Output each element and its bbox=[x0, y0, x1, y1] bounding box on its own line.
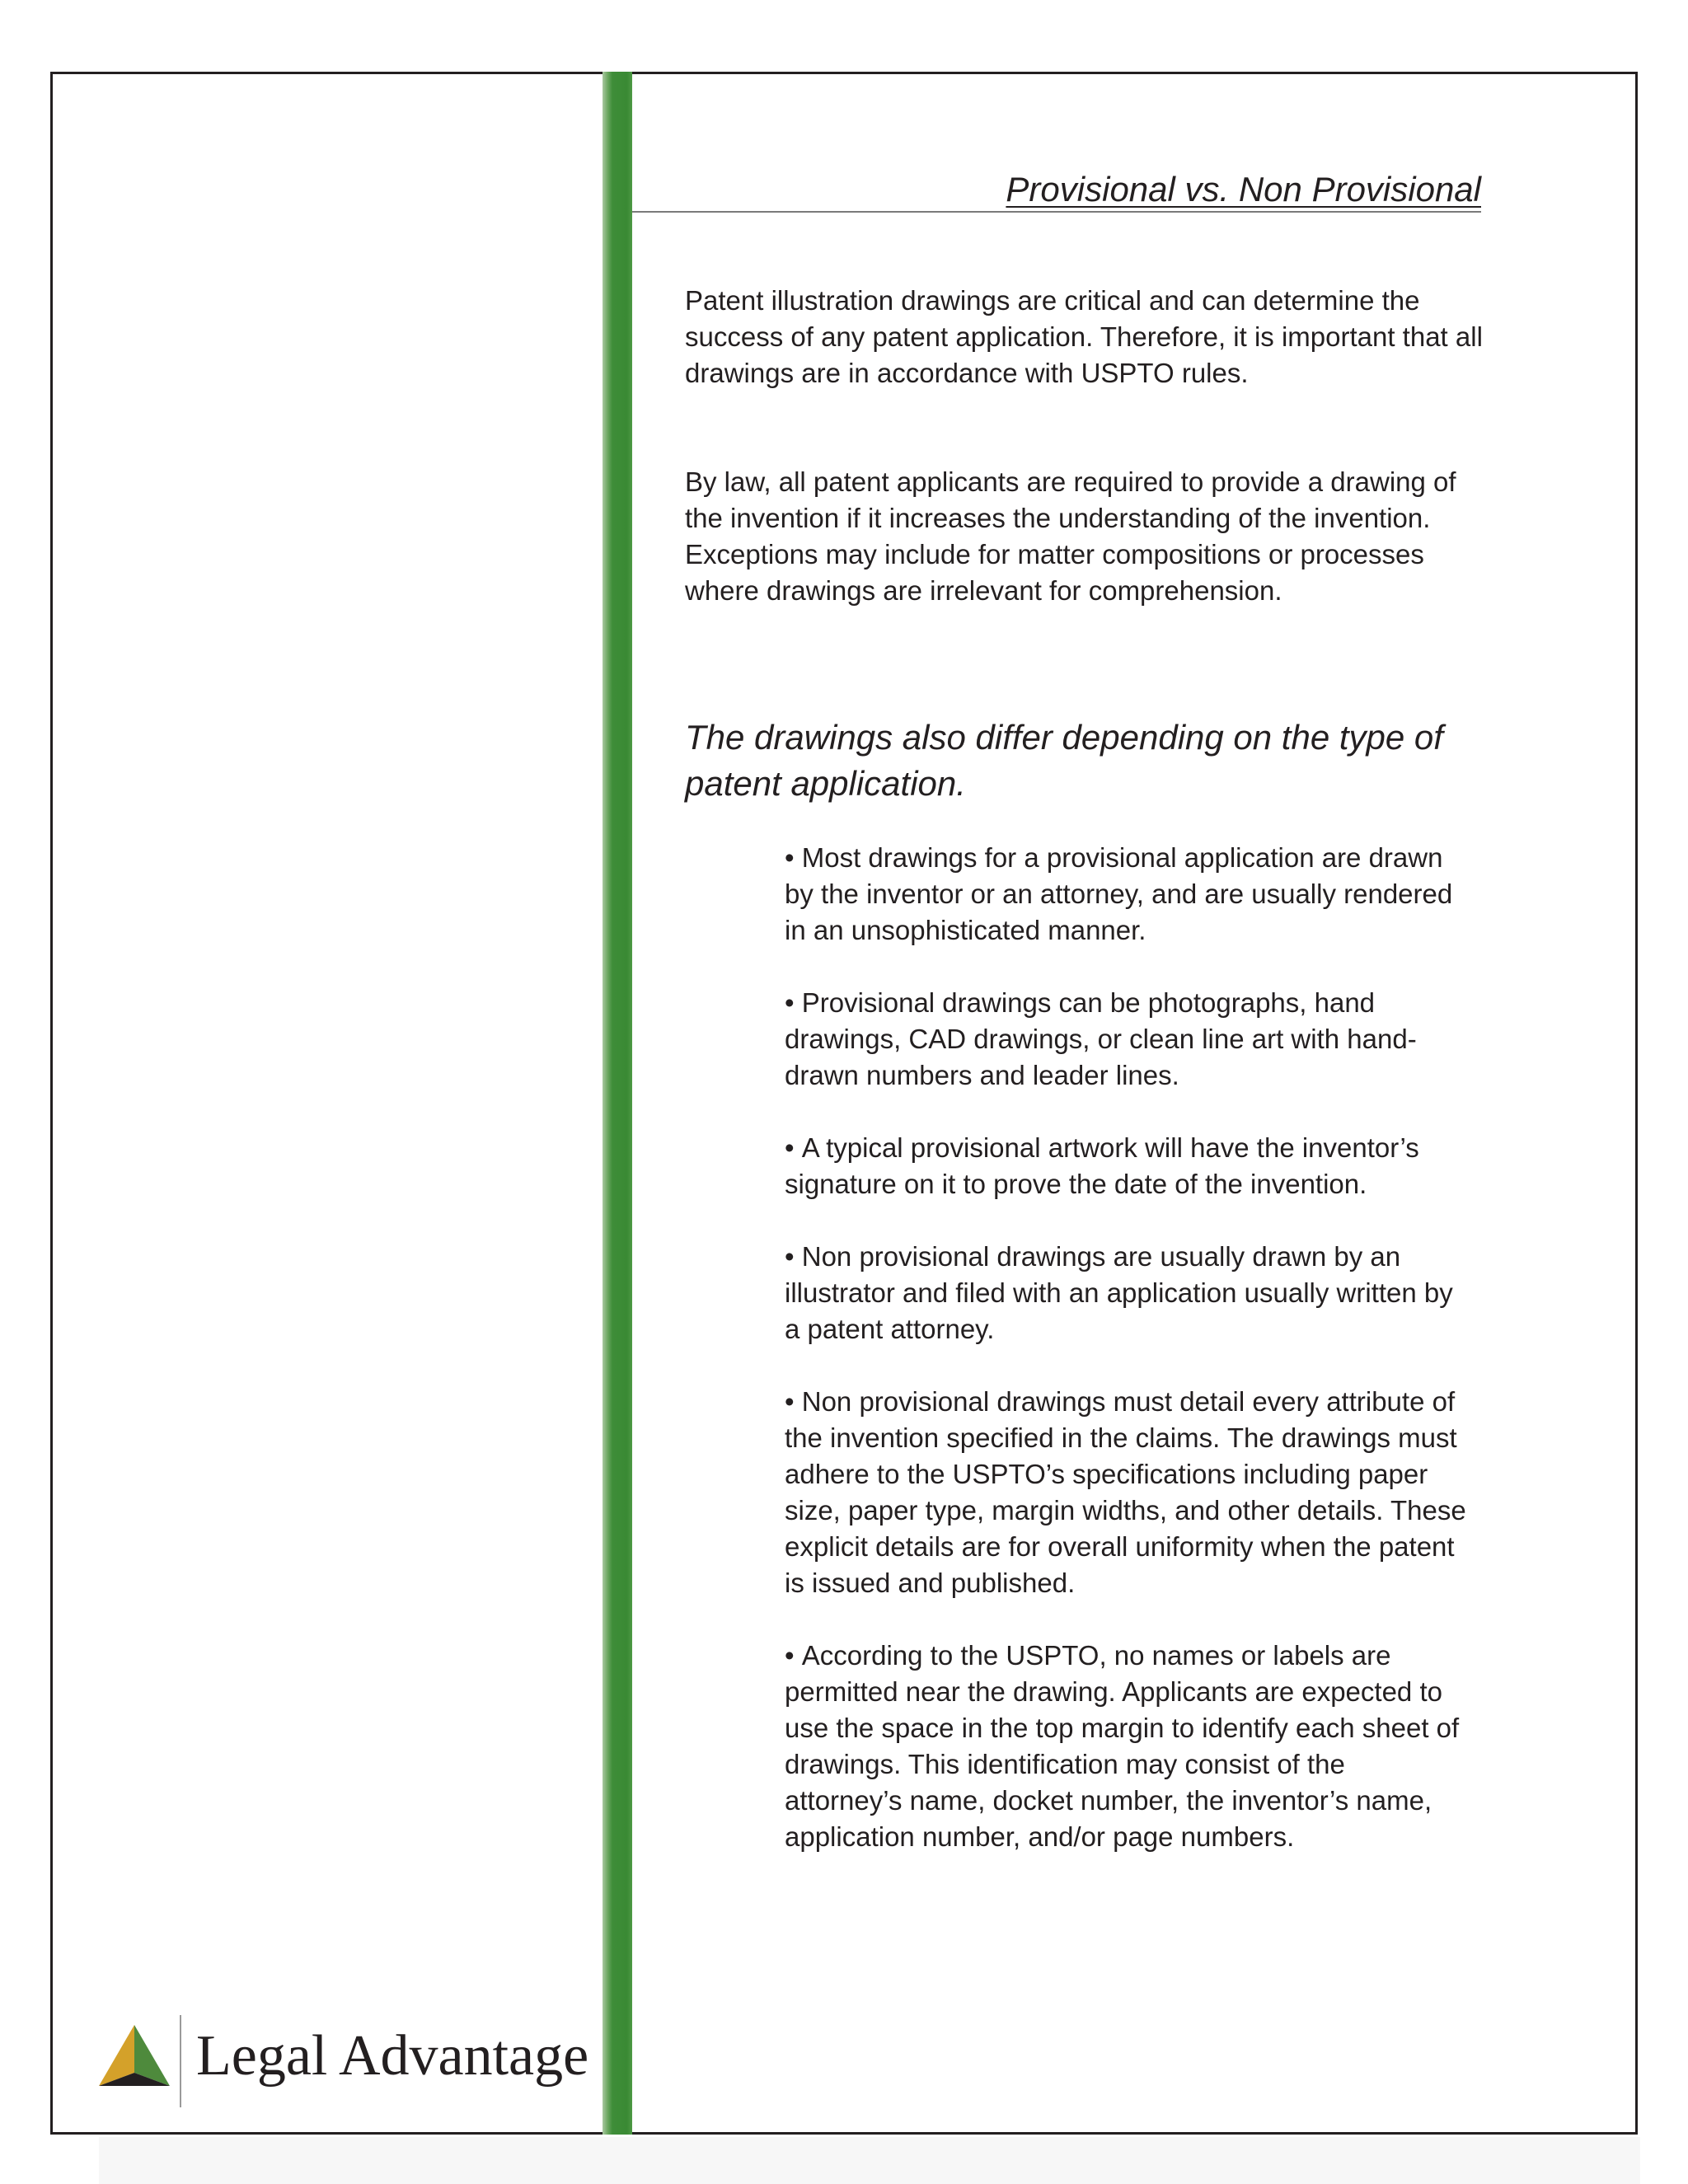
intro-paragraph: By law, all patent applicants are required to provide a drawing of the invention if it increases the understanding of the invention. Exceptions may include for matter compositions or processes where drawings are irrelevant for comprehension. bbox=[685, 466, 1456, 606]
intro-paragraph: Patent illustration drawings are critical and can determine the success of any patent application. Therefore, it is important that all drawings are in accordance with USPTO rules. bbox=[685, 285, 1483, 388]
section-subheading: The drawings also differ depending on the type of patent application. bbox=[685, 718, 1443, 803]
bullet-item: • Most drawings for a provisional application are drawn by the inventor or an attorney, and are usually rendered in an unsophisticated manner. bbox=[785, 840, 1469, 949]
bullet-item: • A typical provisional artwork will have the inventor’s signature on it to prove the date of the invention. bbox=[785, 1130, 1469, 1202]
logo-divider bbox=[180, 2015, 181, 2107]
bullet-list bbox=[785, 840, 1469, 1855]
header-rule bbox=[632, 211, 1481, 213]
logo-text: Legal Advantage bbox=[196, 2024, 589, 2088]
page-title: Provisional vs. Non Provisional bbox=[1006, 170, 1481, 209]
bullet-item: • Non provisional drawings must detail every attribute of the invention specified in the claims. The drawings must adhere to the USPTO’s specifications including paper size, paper type, margin widths, and other details. These explicit details are for overall uniformity when the patent is issued and published. bbox=[785, 1384, 1469, 1601]
bullet-item: • Provisional drawings can be photographs, hand drawings, CAD drawings, or clean line art with hand-drawn numbers and leader lines. bbox=[785, 985, 1469, 1094]
company-logo bbox=[97, 2015, 592, 2110]
bullet-item: • Non provisional drawings are usually drawn by an illustrator and filed with an application usually written by a patent attorney. bbox=[785, 1239, 1469, 1347]
bottom-shade bbox=[99, 2137, 1640, 2184]
green-accent-bar bbox=[603, 72, 632, 2135]
main-content bbox=[685, 283, 1501, 1891]
bullet-item: • According to the USPTO, no names or labels are permitted near the drawing. Applicants are expected to use the space in the top margin to identify each sheet of drawings. This identification may consist of the attorney’s name, docket number, the inventor’s name, application number, and/or page numbers. bbox=[785, 1638, 1469, 1855]
triangle-logo-icon bbox=[97, 2023, 171, 2089]
